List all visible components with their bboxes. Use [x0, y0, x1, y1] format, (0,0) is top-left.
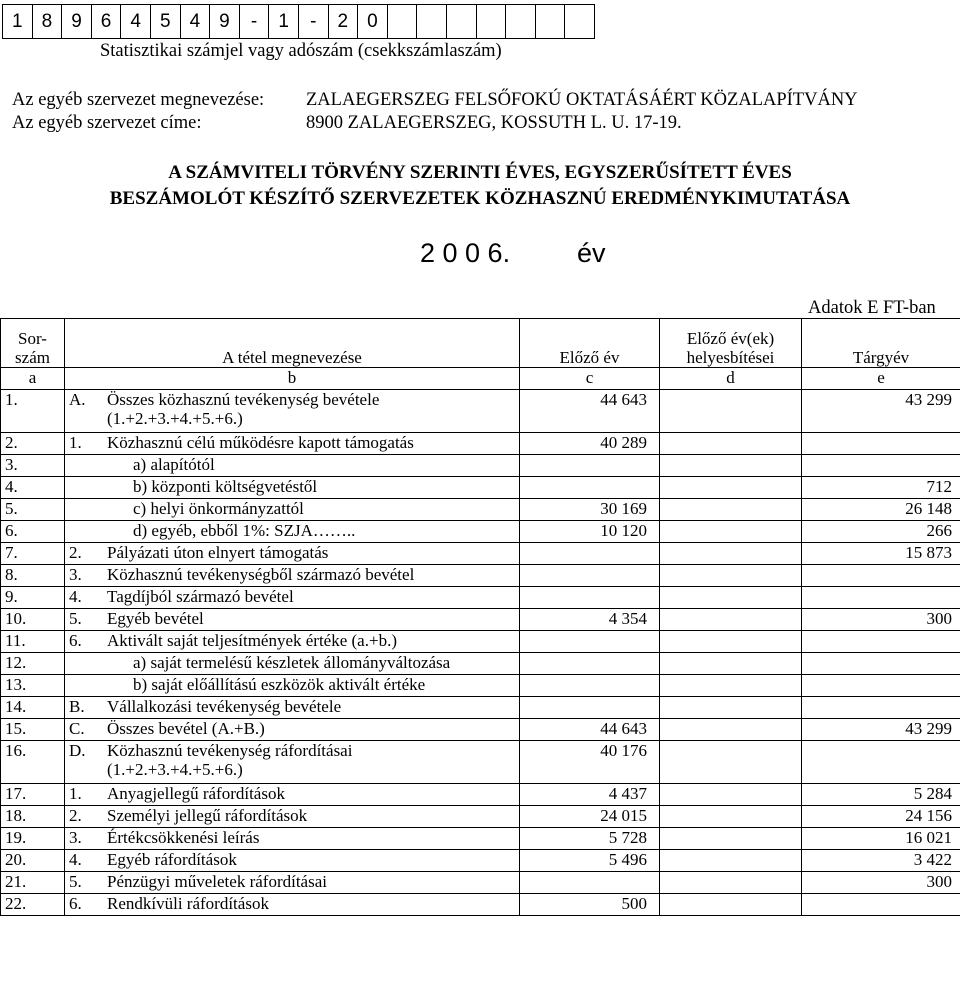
- item-code: 2.: [69, 543, 82, 562]
- item-name: [65, 609, 520, 631]
- item-name: [65, 675, 520, 697]
- column-letter: b: [65, 368, 520, 390]
- report-year-suffix: év: [577, 238, 606, 268]
- item-label: Személyi jellegű ráfordítások: [107, 806, 308, 825]
- table-row: [1, 850, 960, 872]
- row-number: 9.: [1, 587, 65, 609]
- tax-id-digit: [387, 5, 417, 39]
- column-letter: c: [520, 368, 660, 390]
- table-row: [1, 872, 960, 894]
- item-label: Egyéb bevétel: [107, 609, 204, 628]
- previous-year-value: [520, 872, 660, 894]
- table-row: [1, 521, 960, 543]
- row-number: 11.: [1, 631, 65, 653]
- adjustment-value: [660, 784, 802, 806]
- item-code: [69, 653, 107, 672]
- header-current-year: Tárgyév: [802, 319, 960, 368]
- item-label: b) saját előállítású eszközök aktivált értéke: [133, 675, 426, 694]
- item-code: 4.: [69, 850, 82, 869]
- current-year-value: [802, 894, 960, 916]
- item-name: [65, 894, 520, 916]
- previous-year-value: [520, 631, 660, 653]
- tax-id-digit: [565, 5, 595, 39]
- item-name: [65, 499, 520, 521]
- tax-id-digit: 1: [269, 5, 299, 39]
- row-number: 15.: [1, 719, 65, 741]
- previous-year-value: [520, 653, 660, 675]
- tax-id-digit: 2: [328, 5, 358, 39]
- row-number: 3.: [1, 455, 65, 477]
- row-number: 2.: [1, 433, 65, 455]
- previous-year-value: 4 354: [520, 609, 660, 631]
- item-code: 4.: [69, 587, 82, 606]
- adjustment-value: [660, 894, 802, 916]
- current-year-value: 24 156: [802, 806, 960, 828]
- item-code: A.: [69, 390, 86, 409]
- item-label: Pénzügyi műveletek ráfordításai: [107, 872, 327, 891]
- item-name: [65, 806, 520, 828]
- item-name: [65, 784, 520, 806]
- item-code: 1.: [69, 433, 82, 452]
- current-year-value: 16 021: [802, 828, 960, 850]
- adjustment-value: [660, 609, 802, 631]
- item-label: Pályázati úton elnyert támogatás: [107, 543, 329, 562]
- item-label: Anyagjellegű ráfordítások: [107, 784, 285, 803]
- item-name: [65, 477, 520, 499]
- current-year-value: 300: [802, 872, 960, 894]
- item-name: [65, 521, 520, 543]
- item-name: [65, 697, 520, 719]
- item-label: Rendkívüli ráfordítások: [107, 894, 269, 913]
- row-number: 22.: [1, 894, 65, 916]
- item-label: Egyéb ráfordítások: [107, 850, 237, 869]
- tax-id-digit: 9: [62, 5, 92, 39]
- column-letter: e: [802, 368, 960, 390]
- adjustment-value: [660, 631, 802, 653]
- item-code: C.: [69, 719, 85, 738]
- adjustment-value: [660, 521, 802, 543]
- item-label: Közhasznú tevékenység ráfordításai: [107, 741, 353, 760]
- row-number: 6.: [1, 521, 65, 543]
- table-row: [1, 784, 960, 806]
- row-number: 12.: [1, 653, 65, 675]
- item-name: [65, 850, 520, 872]
- previous-year-value: [520, 675, 660, 697]
- current-year-value: [802, 675, 960, 697]
- table-row: [1, 719, 960, 741]
- item-label: a) alapítótól: [133, 455, 215, 474]
- current-year-value: 712: [802, 477, 960, 499]
- column-letter: a: [1, 368, 65, 390]
- current-year-value: [802, 565, 960, 587]
- income-statement-table: [0, 318, 960, 916]
- previous-year-value: 40 289: [520, 433, 660, 455]
- item-name: [65, 631, 520, 653]
- org-address-value: 8900 ZALAEGERSZEG, KOSSUTH L. U. 17-19.: [306, 113, 682, 133]
- item-name: [65, 543, 520, 565]
- current-year-value: [802, 631, 960, 653]
- item-label-cont: (1.+2.+3.+4.+5.+6.): [107, 760, 243, 779]
- table-row: [1, 894, 960, 916]
- item-label: b) központi költségvetéstől: [133, 477, 318, 496]
- tax-id-digit: -: [239, 5, 269, 39]
- current-year-value: [802, 697, 960, 719]
- item-code: [69, 455, 107, 474]
- item-name: [65, 741, 520, 784]
- table-row: [1, 455, 960, 477]
- current-year-value: 266: [802, 521, 960, 543]
- previous-year-value: [520, 543, 660, 565]
- item-name: [65, 587, 520, 609]
- previous-year-value: 30 169: [520, 499, 660, 521]
- previous-year-value: [520, 477, 660, 499]
- item-label: Közhasznú tevékenységből származó bevétel: [107, 565, 415, 584]
- item-label: Értékcsökkenési leírás: [107, 828, 260, 847]
- item-label: Összes közhasznú tevékenység bevétele: [107, 390, 380, 409]
- adjustment-value: [660, 543, 802, 565]
- item-label: a) saját termelésű készletek állományváltozása: [133, 653, 451, 672]
- previous-year-value: [520, 697, 660, 719]
- report-title-line1: A SZÁMVITELI TÖRVÉNY SZERINTI ÉVES, EGYSZERŰSÍTETT ÉVES: [168, 162, 792, 183]
- item-name: [65, 455, 520, 477]
- row-number: 4.: [1, 477, 65, 499]
- row-number: 8.: [1, 565, 65, 587]
- row-number: 21.: [1, 872, 65, 894]
- item-label-cont: (1.+2.+3.+4.+5.+6.): [107, 409, 243, 428]
- item-name: [65, 719, 520, 741]
- table-row: [1, 697, 960, 719]
- item-code: 6.: [69, 894, 82, 913]
- table-row: [1, 806, 960, 828]
- adjustment-value: [660, 850, 802, 872]
- current-year-value: 43 299: [802, 719, 960, 741]
- table-row: [1, 653, 960, 675]
- table-row: [1, 587, 960, 609]
- current-year-value: 15 873: [802, 543, 960, 565]
- previous-year-value: 10 120: [520, 521, 660, 543]
- tax-id-boxes: [2, 4, 595, 39]
- adjustment-value: [660, 719, 802, 741]
- item-code: 3.: [69, 565, 82, 584]
- row-number: 10.: [1, 609, 65, 631]
- tax-id-digit: 9: [210, 5, 240, 39]
- row-number: 17.: [1, 784, 65, 806]
- item-name: [65, 565, 520, 587]
- tax-id-digit: 1: [3, 5, 33, 39]
- item-label: d) egyéb, ebből 1%: SZJA……..: [133, 521, 356, 540]
- adjustment-value: [660, 872, 802, 894]
- previous-year-value: 44 643: [520, 390, 660, 433]
- current-year-value: 3 422: [802, 850, 960, 872]
- adjustment-value: [660, 653, 802, 675]
- adjustment-value: [660, 433, 802, 455]
- item-label: Közhasznú célú működésre kapott támogatás: [107, 433, 414, 452]
- previous-year-value: [520, 587, 660, 609]
- adjustment-value: [660, 741, 802, 784]
- item-code: [69, 477, 107, 496]
- report-year: 2 0 0 6.: [420, 238, 511, 268]
- previous-year-value: 4 437: [520, 784, 660, 806]
- item-code: 6.: [69, 631, 82, 650]
- header-previous-year: Előző év: [520, 319, 660, 368]
- row-number: 14.: [1, 697, 65, 719]
- previous-year-value: 5 496: [520, 850, 660, 872]
- item-name: [65, 872, 520, 894]
- adjustment-value: [660, 697, 802, 719]
- table-row: [1, 741, 960, 784]
- row-number: 19.: [1, 828, 65, 850]
- header-item-name: A tétel megnevezése: [65, 319, 520, 368]
- table-header-row: [1, 319, 960, 368]
- adjustment-value: [660, 565, 802, 587]
- table-row: [1, 609, 960, 631]
- item-name: [65, 390, 520, 433]
- item-label: c) helyi önkormányzattól: [133, 499, 304, 518]
- item-code: 5.: [69, 609, 82, 628]
- current-year-value: [802, 653, 960, 675]
- current-year-value: [802, 455, 960, 477]
- current-year-value: 26 148: [802, 499, 960, 521]
- row-number: 20.: [1, 850, 65, 872]
- table-row: [1, 390, 960, 433]
- item-code: D.: [69, 741, 86, 760]
- adjustment-value: [660, 806, 802, 828]
- header-adjustments: Előző év(ek) helyesbítései: [660, 319, 802, 368]
- tax-id-digit: [506, 5, 536, 39]
- tax-id-digit: 0: [358, 5, 388, 39]
- adjustment-value: [660, 675, 802, 697]
- row-number: 18.: [1, 806, 65, 828]
- table-row: [1, 565, 960, 587]
- item-label: Tagdíjból származó bevétel: [107, 587, 294, 606]
- tax-id-digit: 4: [121, 5, 151, 39]
- tax-id-digit: [417, 5, 447, 39]
- current-year-value: 300: [802, 609, 960, 631]
- tax-id-digit: 4: [180, 5, 210, 39]
- item-code: [69, 521, 107, 540]
- table-row: [1, 499, 960, 521]
- adjustment-value: [660, 390, 802, 433]
- current-year-value: 43 299: [802, 390, 960, 433]
- header-sorszam: Sor- szám: [1, 319, 65, 368]
- table-row: [1, 631, 960, 653]
- item-code: [69, 499, 107, 518]
- current-year-value: [802, 741, 960, 784]
- current-year-value: [802, 587, 960, 609]
- previous-year-value: 44 643: [520, 719, 660, 741]
- adjustment-value: [660, 455, 802, 477]
- unit-note: Adatok E FT-ban: [808, 298, 936, 318]
- org-name-label: Az egyéb szervezet megnevezése:: [12, 90, 265, 110]
- item-name: [65, 433, 520, 455]
- adjustment-value: [660, 499, 802, 521]
- tax-id-digit: [535, 5, 565, 39]
- column-letter-row: [1, 368, 960, 390]
- adjustment-value: [660, 477, 802, 499]
- current-year-value: [802, 433, 960, 455]
- tax-id-digit: 5: [150, 5, 180, 39]
- row-number: 13.: [1, 675, 65, 697]
- item-code: 3.: [69, 828, 82, 847]
- tax-id-caption: Statisztikai számjel vagy adószám (csekkszámlaszám): [100, 41, 502, 61]
- item-code: 2.: [69, 806, 82, 825]
- row-number: 1.: [1, 390, 65, 433]
- table-row: [1, 675, 960, 697]
- org-address-label: Az egyéb szervezet címe:: [12, 113, 202, 133]
- previous-year-value: 24 015: [520, 806, 660, 828]
- org-name-value: ZALAEGERSZEG FELSŐFOKÚ OKTATÁSÁÉRT KÖZALAPÍTVÁNY: [306, 90, 858, 110]
- table-row: [1, 477, 960, 499]
- tax-id-digit: 8: [32, 5, 62, 39]
- item-code: B.: [69, 697, 85, 716]
- tax-id-digit: -: [298, 5, 328, 39]
- previous-year-value: [520, 565, 660, 587]
- row-number: 5.: [1, 499, 65, 521]
- item-code: 5.: [69, 872, 82, 891]
- column-letter: d: [660, 368, 802, 390]
- item-name: [65, 828, 520, 850]
- tax-id-digit: 6: [91, 5, 121, 39]
- previous-year-value: 500: [520, 894, 660, 916]
- previous-year-value: 5 728: [520, 828, 660, 850]
- item-label: Összes bevétel (A.+B.): [107, 719, 265, 738]
- adjustment-value: [660, 828, 802, 850]
- table-row: [1, 543, 960, 565]
- report-title-line2: BESZÁMOLÓT KÉSZÍTŐ SZERVEZETEK KÖZHASZNÚ EREDMÉNYKIMUTATÁSA: [109, 188, 851, 209]
- item-label: Aktivált saját teljesítmények értéke (a.+b.): [107, 631, 397, 650]
- tax-id-digit: [446, 5, 476, 39]
- item-label: Vállalkozási tevékenység bevétele: [107, 697, 342, 716]
- row-number: 16.: [1, 741, 65, 784]
- item-name: [65, 653, 520, 675]
- adjustment-value: [660, 587, 802, 609]
- previous-year-value: [520, 455, 660, 477]
- item-code: [69, 675, 107, 694]
- tax-id-digit: [476, 5, 506, 39]
- previous-year-value: 40 176: [520, 741, 660, 784]
- table-row: [1, 828, 960, 850]
- table-row: [1, 433, 960, 455]
- row-number: 7.: [1, 543, 65, 565]
- item-code: 1.: [69, 784, 82, 803]
- current-year-value: 5 284: [802, 784, 960, 806]
